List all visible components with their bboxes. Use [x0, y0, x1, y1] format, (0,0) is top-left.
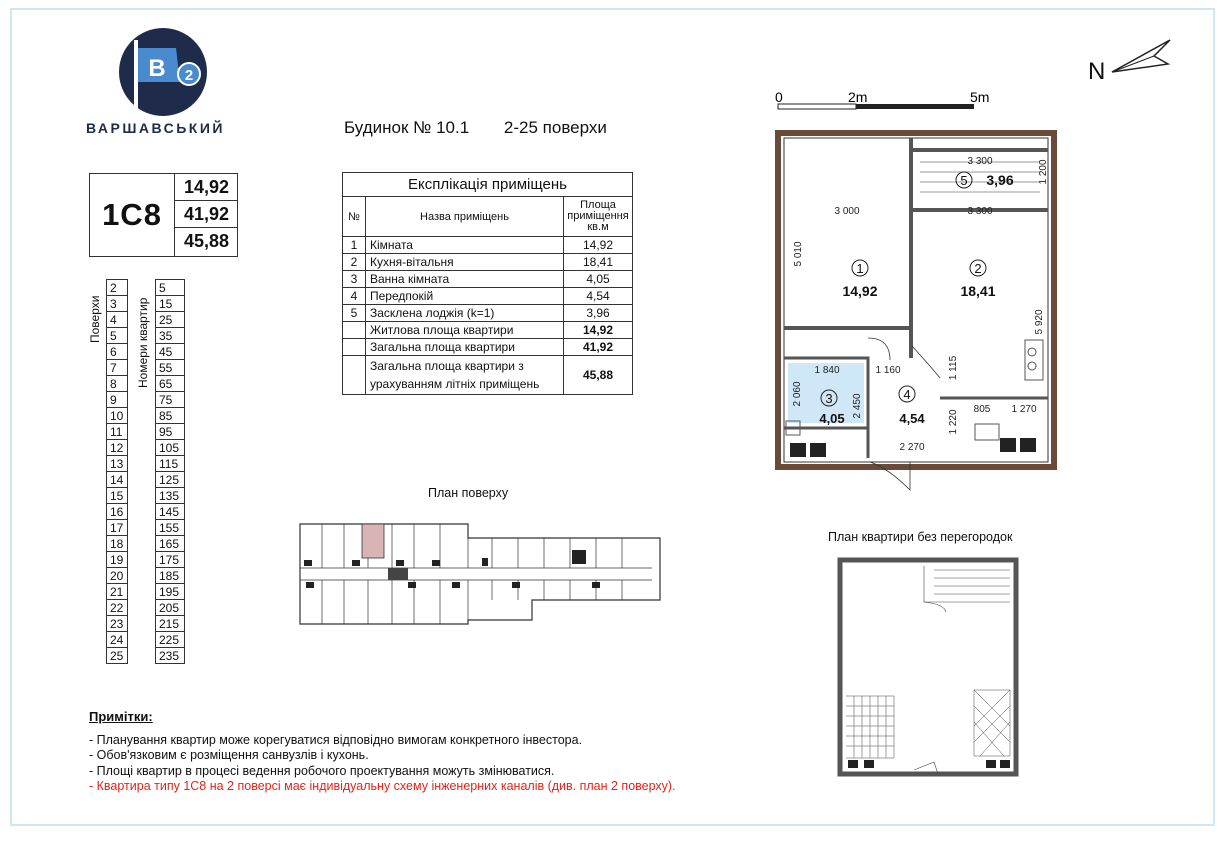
floor-number: 12 — [107, 440, 128, 456]
floor-row — [107, 472, 128, 488]
floor-number: 9 — [107, 392, 128, 408]
floor-number: 11 — [107, 424, 128, 440]
room-area: 14,92 — [842, 283, 878, 299]
floor-number: 14 — [107, 472, 128, 488]
apartment-number-row — [156, 424, 185, 440]
open-plan-drawing — [834, 556, 1024, 788]
total-row: Загальна площа квартири 41,92 — [343, 339, 633, 356]
total-row: Житлова площа квартири 14,92 — [343, 322, 633, 339]
apartment-number: 205 — [156, 600, 185, 616]
apartment-areas — [174, 174, 238, 256]
area-living: 14,92 — [175, 174, 238, 201]
logo-icon — [108, 26, 218, 121]
apartment-number: 125 — [156, 472, 185, 488]
floor-number: 24 — [107, 632, 128, 648]
floor-row — [107, 648, 128, 664]
scale-bar — [770, 88, 1010, 112]
room-no: 1 — [856, 261, 864, 276]
room-area: 18,41 — [960, 283, 996, 299]
table-row: 5 Засклена лоджія (k=1) 3,96 — [343, 305, 633, 322]
floor-row — [107, 456, 128, 472]
dim-label: 1 115 — [948, 355, 959, 381]
apartment-number: 135 — [156, 488, 185, 504]
col-name: Назва приміщень — [366, 197, 564, 237]
apartment-number-row — [156, 520, 185, 536]
floor-row — [107, 344, 128, 360]
room-no: 2 — [974, 261, 982, 276]
apartment-number: 85 — [156, 408, 185, 424]
apartment-number-row — [156, 280, 185, 296]
floor-row — [107, 392, 128, 408]
scale-2m: 2m — [848, 89, 868, 105]
dim-label: 5 010 — [793, 241, 804, 267]
apartment-number: 225 — [156, 632, 185, 648]
floor-row — [107, 440, 128, 456]
apartment-number-row — [156, 472, 185, 488]
floor-row — [107, 424, 128, 440]
apartment-number-row — [156, 568, 185, 584]
table-row: 4 Передпокій 4,54 — [343, 288, 633, 305]
floor-number: 2 — [107, 280, 128, 296]
apartment-number: 65 — [156, 376, 185, 392]
apartment-number-row — [156, 440, 185, 456]
apartment-number: 185 — [156, 568, 185, 584]
apartment-number: 95 — [156, 424, 185, 440]
floor-row — [107, 632, 128, 648]
dim-label: 3 000 — [834, 206, 860, 217]
open-plan-label: План квартири без перегородок — [828, 530, 1013, 544]
col-no: № — [343, 197, 366, 237]
room-no: 5 — [960, 173, 968, 188]
floors-label: 2-25 поверхи — [503, 118, 607, 137]
floor-row — [107, 616, 128, 632]
floor-number: 16 — [107, 504, 128, 520]
apartment-number: 165 — [156, 536, 185, 552]
floor-number: 18 — [107, 536, 128, 552]
apartment-number-row — [156, 328, 185, 344]
floor-number: 19 — [107, 552, 128, 568]
dim-label: 1 220 — [948, 409, 959, 435]
floor-number: 15 — [107, 488, 128, 504]
floor-row — [107, 600, 128, 616]
floor-row — [107, 504, 128, 520]
floor-row — [107, 376, 128, 392]
dim-label: 1 840 — [814, 365, 840, 376]
logo-letter: B — [148, 55, 166, 82]
apartment-number-row — [156, 312, 185, 328]
apartment-number-row — [156, 632, 185, 648]
floor-row — [107, 552, 128, 568]
room-no: 4 — [903, 387, 911, 402]
area-total-summer: 45,88 — [183, 231, 230, 251]
floor-number: 25 — [107, 648, 128, 664]
floor-number: 20 — [107, 568, 128, 584]
apartment-number: 15 — [156, 296, 185, 312]
dim-label: 1 200 — [1038, 159, 1049, 185]
floor-number: 7 — [107, 360, 128, 376]
apartment-number: 115 — [156, 456, 185, 472]
floor-number: 5 — [107, 328, 128, 344]
floor-row — [107, 312, 128, 328]
table-row: 3 Ванна кімната 4,05 — [343, 271, 633, 288]
apartment-number-row — [156, 360, 185, 376]
floor-number: 8 — [107, 376, 128, 392]
dim-label: 2 060 — [792, 381, 803, 407]
floor-row — [107, 360, 128, 376]
explication-table — [342, 172, 633, 395]
note-item-red: - Квартира типу 1С8 на 2 поверсі має індивідуальну схему інженерних каналів (див. план 2 поверху). — [89, 779, 676, 794]
floor-number: 4 — [107, 312, 128, 328]
floor-row — [107, 520, 128, 536]
floor-plan-label: План поверху — [428, 486, 509, 500]
logo-number: 2 — [184, 67, 194, 84]
dim-label: 3 300 — [967, 206, 993, 217]
apartment-number: 145 — [156, 504, 185, 520]
floor-row — [107, 296, 128, 312]
apartment-number-row — [156, 488, 185, 504]
table-row: 2 Кухня-вітальня 18,41 — [343, 254, 633, 271]
scale-0: 0 — [775, 89, 783, 105]
floor-plan-drawing — [292, 520, 664, 628]
apartment-number-row — [156, 648, 185, 664]
apartment-number: 215 — [156, 616, 185, 632]
brand-name: ВАРШАВСЬКИЙ — [86, 120, 225, 136]
floor-row — [107, 328, 128, 344]
note-item: - Обов'язковим є розміщення санвузлів і кухонь. — [89, 748, 369, 763]
dim-label: 2 270 — [899, 442, 925, 453]
note-item: - Планування квартир може корегуватися відповідно вимогам конкретного інвестора. — [89, 732, 583, 747]
numbers-label: Номери квартир — [136, 297, 150, 388]
floor-row — [107, 488, 128, 504]
apartment-number: 155 — [156, 520, 185, 536]
floor-number: 17 — [107, 520, 128, 536]
room-area: 4,05 — [819, 411, 845, 426]
north-label: N — [1088, 58, 1106, 85]
room-area: 3,96 — [986, 172, 1014, 188]
floor-row — [107, 280, 128, 296]
apartment-number-row — [156, 408, 185, 424]
highlighted-apartment — [362, 524, 384, 558]
notes — [89, 709, 676, 795]
apartment-code: 1С8 — [102, 197, 162, 232]
scale-5m: 5m — [970, 89, 990, 105]
apartment-number: 35 — [156, 328, 185, 344]
apartment-number-row — [156, 376, 185, 392]
apartment-number-row — [156, 552, 185, 568]
apartment-number-row — [156, 584, 185, 600]
dim-label: 3 300 — [967, 156, 993, 167]
apartment-number-row — [156, 600, 185, 616]
apartment-number: 235 — [156, 648, 185, 664]
floors-label: Поверхи — [88, 295, 102, 343]
room-no: 3 — [825, 391, 833, 406]
dim-label: 5 920 — [1034, 309, 1045, 335]
header — [344, 118, 637, 138]
apartment-number: 175 — [156, 552, 185, 568]
apartment-numbers-table — [155, 279, 185, 664]
total-row: Загальна площа квартири з урахуванням літніх приміщень 45,88 — [343, 356, 633, 395]
apartment-code-box — [89, 173, 238, 257]
floors-table — [106, 279, 128, 664]
building-label: Будинок № 10.1 — [344, 118, 470, 137]
apartment-number: 45 — [156, 344, 185, 360]
floor-number: 22 — [107, 600, 128, 616]
note-item: - Площі квартир в процесі ведення робочого проектування можуть змінюватися. — [89, 763, 555, 778]
apartment-number: 195 — [156, 584, 185, 600]
table-row: 1 Кімната 14,92 — [343, 237, 633, 254]
floor-row — [107, 408, 128, 424]
dim-label: 1 160 — [875, 365, 901, 376]
room-area: 4,54 — [899, 411, 925, 426]
floor-number: 23 — [107, 616, 128, 632]
dim-label: 1 270 — [1011, 404, 1037, 415]
floor-row — [107, 536, 128, 552]
apartment-number: 75 — [156, 392, 185, 408]
apartment-number: 55 — [156, 360, 185, 376]
apartment-number: 5 — [156, 280, 185, 296]
apartment-number-row — [156, 296, 185, 312]
apartment-number-row — [156, 536, 185, 552]
col-area: Площа приміщення кв.м — [564, 197, 633, 237]
apartment-number-row — [156, 392, 185, 408]
apartment-number-row — [156, 344, 185, 360]
apartment-number: 105 — [156, 440, 185, 456]
compass-arrow-icon — [1108, 38, 1174, 78]
floor-row — [107, 584, 128, 600]
apartment-number-row — [156, 456, 185, 472]
explication-caption: Експлікація приміщень — [343, 173, 633, 197]
floor-number: 3 — [107, 296, 128, 312]
dim-label: 2 450 — [852, 393, 863, 419]
apartment-number-row — [156, 504, 185, 520]
floor-row — [107, 568, 128, 584]
floor-number: 21 — [107, 584, 128, 600]
dim-label: 805 — [973, 404, 991, 415]
apartment-number-row — [156, 616, 185, 632]
apartment-plan — [770, 128, 1060, 493]
notes-title: Примітки: — [89, 709, 153, 724]
floor-number: 6 — [107, 344, 128, 360]
area-total: 41,92 — [175, 201, 238, 228]
floor-number: 13 — [107, 456, 128, 472]
floor-number: 10 — [107, 408, 128, 424]
apartment-number: 25 — [156, 312, 185, 328]
